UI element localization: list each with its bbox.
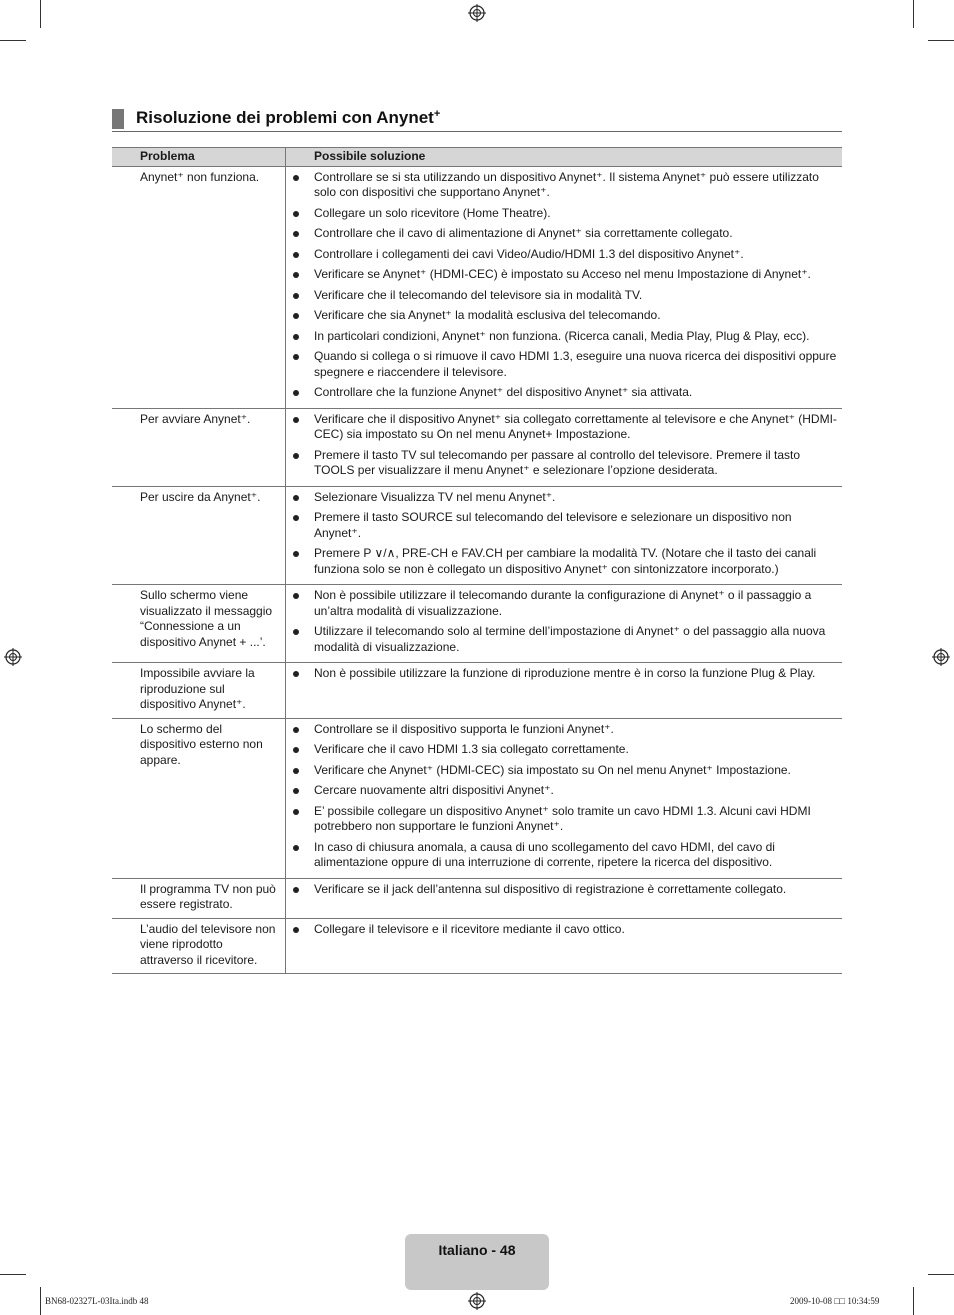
solution-item: Verificare che il cavo HDMI 1.3 sia collegato correttamente. [290, 742, 838, 758]
table-body [112, 166, 842, 974]
solution-item: Non è possibile utilizzare la funzione di riproduzione mentre è in corso la funzione Plug & Play. [290, 666, 838, 682]
problem-cell: Lo schermo del dispositivo esterno non appare. [112, 718, 286, 878]
solution-list [290, 490, 838, 578]
page-number-tab [405, 1234, 549, 1290]
solution-list [290, 666, 838, 682]
column-header-solution: Possibile soluzione [286, 148, 843, 167]
solution-item: Premere il tasto SOURCE sul telecomando del televisore e selezionare un dispositivo non Anynet⁺. [290, 510, 838, 541]
registration-mark-icon [468, 1292, 486, 1310]
problem-cell: L’audio del televisore non viene riprodotto attraverso il ricevitore. [112, 918, 286, 974]
registration-mark-icon [468, 4, 486, 22]
solution-item: Verificare che sia Anynet⁺ la modalità esclusiva del telecomando. [290, 308, 838, 324]
crop-mark [0, 40, 26, 41]
page-title [136, 108, 440, 128]
solution-cell [286, 718, 843, 878]
solution-item: Non è possibile utilizzare il telecomando durante la configurazione di Anynet⁺ o il passaggio a un’altra modalità di visualizzazione. [290, 588, 838, 619]
crop-mark [913, 1287, 914, 1315]
solution-item: Premere P ∨/∧, PRE-CH e FAV.CH per cambiare la modalità TV. (Notare che il tasto dei canali funziona solo se non è collegato un dispositivo Anynet⁺ con sintonizzatore incorporato.) [290, 546, 838, 577]
solution-list [290, 922, 838, 938]
problem-cell: Per uscire da Anynet⁺. [112, 486, 286, 585]
solution-item: Controllare se si sta utilizzando un dispositivo Anynet⁺. Il sistema Anynet⁺ può essere utilizzato solo con dispositivi che supportano Anynet⁺. [290, 170, 838, 201]
solution-item: Controllare che la funzione Anynet⁺ del dispositivo Anynet⁺ sia attivata. [290, 385, 838, 401]
solution-item: E’ possibile collegare un dispositivo Anynet⁺ solo tramite un cavo HDMI 1.3. Alcuni cavi HDMI potrebbero non supportare le funzioni Anynet⁺. [290, 804, 838, 835]
solution-item: Collegare il televisore e il ricevitore mediante il cavo ottico. [290, 922, 838, 938]
solution-item: Quando si collega o si rimuove il cavo HDMI 1.3, eseguire una nuova ricerca dei dispositivi oppure spegnere e riaccendere il televisore. [290, 349, 838, 380]
footer-file-info: BN68-02327L-03Ita.indb 48 [45, 1296, 149, 1306]
table-row [112, 718, 842, 878]
solution-item: In caso di chiusura anomala, a causa di uno scollegamento del cavo HDMI, del cavo di alimentazione oppure di una interruzione di corrente, ripetere la ricerca del dispositivo. [290, 840, 838, 871]
solution-item: Verificare che il telecomando del televisore sia in modalità TV. [290, 288, 838, 304]
solution-cell [286, 918, 843, 974]
table-header-row [112, 148, 842, 167]
solution-list [290, 882, 838, 898]
solution-list [290, 722, 838, 871]
problem-cell: Sullo schermo viene visualizzato il messaggio “Connessione a un dispositivo Anynet + ...’. [112, 585, 286, 663]
solution-list [290, 588, 838, 655]
column-header-problem: Problema [112, 148, 286, 167]
table-row [112, 663, 842, 719]
registration-mark-icon [932, 648, 950, 666]
solution-item: In particolari condizioni, Anynet⁺ non funziona. (Ricerca canali, Media Play, Plug & Play, ecc). [290, 329, 838, 345]
solution-item: Controllare che il cavo di alimentazione di Anynet⁺ sia correttamente collegato. [290, 226, 838, 242]
solution-cell [286, 663, 843, 719]
crop-mark [928, 40, 954, 41]
table-row [112, 408, 842, 486]
page-number: Italiano - 48 [438, 1242, 516, 1258]
crop-mark [913, 0, 914, 28]
solution-cell [286, 408, 843, 486]
crop-mark [40, 1287, 41, 1315]
table-row [112, 918, 842, 974]
table-row [112, 486, 842, 585]
solution-item: Verificare che il dispositivo Anynet⁺ sia collegato correttamente al televisore e che Anynet⁺ (HDMI-CEC) sia impostato su On nel menu Anynet+ Impostazione. [290, 412, 838, 443]
solution-cell [286, 486, 843, 585]
solution-list [290, 170, 838, 401]
solution-item: Utilizzare il telecomando solo al termine dell’impostazione di Anynet⁺ o del passaggio alla nuova modalità di visualizzazione. [290, 624, 838, 655]
problem-cell: Per avviare Anynet⁺. [112, 408, 286, 486]
table-row [112, 166, 842, 408]
heading-bar [112, 109, 124, 129]
solution-item: Selezionare Visualizza TV nel menu Anynet⁺. [290, 490, 838, 506]
table-row [112, 585, 842, 663]
solution-list [290, 412, 838, 479]
crop-mark [40, 0, 41, 28]
footer-timestamp: 2009-10-08 □□ 10:34:59 [790, 1296, 880, 1306]
solution-item: Verificare se Anynet⁺ (HDMI-CEC) è impostato su Acceso nel menu Impostazione di Anynet⁺. [290, 267, 838, 283]
registration-mark-icon [4, 648, 22, 666]
solution-cell [286, 878, 843, 918]
page-title-sup: + [433, 108, 441, 120]
problem-cell: Impossibile avviare la riproduzione sul dispositivo Anynet⁺. [112, 663, 286, 719]
solution-item: Verificare che Anynet⁺ (HDMI-CEC) sia impostato su On nel menu Anynet⁺ Impostazione. [290, 763, 838, 779]
solution-item: Controllare i collegamenti dei cavi Video/Audio/HDMI 1.3 del dispositivo Anynet⁺. [290, 247, 838, 263]
troubleshooting-table [112, 147, 842, 974]
crop-mark [0, 1274, 26, 1275]
page-title-text: Risoluzione dei problemi con Anynet [136, 108, 434, 127]
solution-item: Collegare un solo ricevitore (Home Theatre). [290, 206, 838, 222]
section-heading [112, 107, 842, 132]
solution-item: Premere il tasto TV sul telecomando per passare al controllo del televisore. Premere il tasto TOOLS per visualizzare il menu Anynet⁺ e selezionare l’opzione desiderata. [290, 448, 838, 479]
solution-item: Controllare se il dispositivo supporta le funzioni Anynet⁺. [290, 722, 838, 738]
problem-cell: Il programma TV non può essere registrato. [112, 878, 286, 918]
problem-cell: Anynet⁺ non funziona. [112, 166, 286, 408]
solution-item: Cercare nuovamente altri dispositivi Anynet⁺. [290, 783, 838, 799]
solution-cell [286, 166, 843, 408]
table-row [112, 878, 842, 918]
crop-mark [928, 1274, 954, 1275]
solution-item: Verificare se il jack dell’antenna sul dispositivo di registrazione è correttamente collegato. [290, 882, 838, 898]
solution-cell [286, 585, 843, 663]
